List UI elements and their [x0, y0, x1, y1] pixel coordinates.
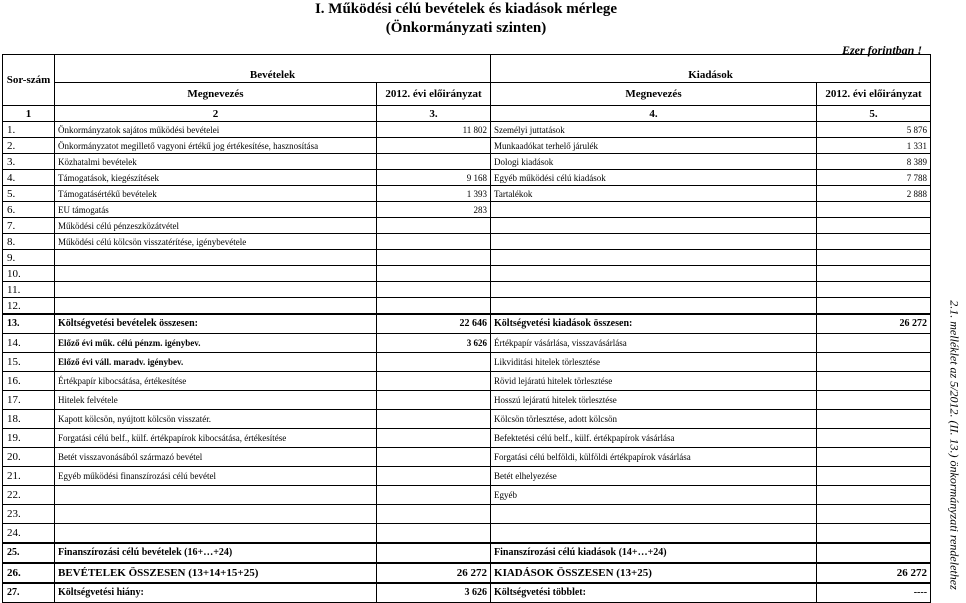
income-name: [55, 266, 377, 282]
income-name: Működési célú kölcsön visszatérítése, igénybevétele: [55, 234, 377, 250]
income-value: [377, 410, 491, 429]
expense-value: 7 788: [817, 170, 931, 186]
row-number: 27.: [3, 583, 55, 603]
expense-value: [817, 505, 931, 524]
income-name: Betét visszavonásából származó bevétel: [55, 448, 377, 467]
row-number: 17.: [3, 391, 55, 410]
table-row: [3, 543, 931, 563]
header-megnevezes-kia: Megnevezés: [491, 83, 817, 106]
expense-name: Befektetési célú belf., külf. értékpapírok vásárlása: [491, 429, 817, 448]
table-row: [3, 505, 931, 524]
row-number: 26.: [3, 563, 55, 583]
table-row: [3, 334, 931, 353]
expense-name: [491, 250, 817, 266]
table-row: [3, 186, 931, 202]
expense-name: Személyi juttatások: [491, 122, 817, 138]
table-row: [3, 524, 931, 544]
income-name: Előző évi műk. célú pénzm. igénybev.: [55, 334, 377, 353]
income-name: [55, 298, 377, 315]
row-number: 25.: [3, 543, 55, 563]
income-value: [377, 138, 491, 154]
income-value: 3 626: [377, 334, 491, 353]
colnum-4: 4.: [491, 106, 817, 122]
income-value: 11 802: [377, 122, 491, 138]
row-number: 11.: [3, 282, 55, 298]
row-number: 24.: [3, 524, 55, 544]
table-row: [3, 250, 931, 266]
unit-note: Ezer forintban !: [841, 43, 922, 57]
row-number: 8.: [3, 234, 55, 250]
income-value: [377, 154, 491, 170]
row-number: 18.: [3, 410, 55, 429]
expense-name: Forgatási célú belföldi, külföldi értékpapírok vásárlása: [491, 448, 817, 467]
row-number: 22.: [3, 486, 55, 505]
header-bevetelek: Bevételek: [55, 55, 491, 83]
expense-name: Dologi kiadások: [491, 154, 817, 170]
income-name: Kapott kölcsön, nyújtott kölcsön visszatér.: [55, 410, 377, 429]
table-row: [3, 138, 931, 154]
expense-name: [491, 234, 817, 250]
income-value: [377, 543, 491, 563]
income-value: 9 168: [377, 170, 491, 186]
income-value: [377, 282, 491, 298]
income-value: [377, 467, 491, 486]
table-row: [3, 583, 931, 603]
income-name: Önkormányzatok sajátos működési bevételei: [55, 122, 377, 138]
expense-name: Likviditási hitelek törlesztése: [491, 353, 817, 372]
table-row: [3, 429, 931, 448]
income-name: [55, 486, 377, 505]
expense-value: [817, 543, 931, 563]
expense-name: Egyéb működési célú kiadások: [491, 170, 817, 186]
row-number: 20.: [3, 448, 55, 467]
table-row: [3, 298, 931, 315]
table-row: [3, 154, 931, 170]
expense-name: Értékpapír vásárlása, visszavásárlása: [491, 334, 817, 353]
title-line-2: (Önkormányzati szinten): [385, 20, 547, 36]
expense-value: [817, 334, 931, 353]
income-name: BEVÉTELEK ÖSSZESEN (13+14+15+25): [55, 563, 377, 583]
expense-value: [817, 202, 931, 218]
expense-value: [817, 429, 931, 448]
table-row: [3, 372, 931, 391]
row-number: 19.: [3, 429, 55, 448]
income-name: Előző évi váll. maradv. igénybev.: [55, 353, 377, 372]
income-name: Önkormányzatot megillető vagyoni értékű jog értékesítése, hasznosítása: [55, 138, 377, 154]
expense-value: 8 389: [817, 154, 931, 170]
expense-name: [491, 282, 817, 298]
row-number: 15.: [3, 353, 55, 372]
income-name: [55, 505, 377, 524]
expense-value: [817, 353, 931, 372]
header-kiadasok: Kiadások: [491, 55, 931, 83]
income-name: Támogatásértékű bevételek: [55, 186, 377, 202]
income-name: [55, 250, 377, 266]
income-name: Hitelek felvétele: [55, 391, 377, 410]
header-megnevezes-bev: Megnevezés: [55, 83, 377, 106]
income-value: [377, 266, 491, 282]
expense-name: [491, 524, 817, 544]
expense-value: 26 272: [817, 314, 931, 334]
expense-value: [817, 372, 931, 391]
expense-name: Munkaadókat terhelő járulék: [491, 138, 817, 154]
expense-value: [817, 282, 931, 298]
row-number: 21.: [3, 467, 55, 486]
expense-value: [817, 524, 931, 544]
income-value: 22 646: [377, 314, 491, 334]
table-row: [3, 410, 931, 429]
income-name: Értékpapír kibocsátása, értékesítése: [55, 372, 377, 391]
expense-value: [817, 298, 931, 315]
income-name: Forgatási célú belf., külf. értékpapírok kibocsátása, értékesítése: [55, 429, 377, 448]
expense-value: [817, 467, 931, 486]
table-row: [3, 448, 931, 467]
table-row: [3, 218, 931, 234]
table-row: [3, 467, 931, 486]
table-row: [3, 314, 931, 334]
expense-value: [817, 448, 931, 467]
header-eloiranyzat-kia: 2012. évi előirányzat: [817, 83, 931, 106]
row-number: 7.: [3, 218, 55, 234]
side-note-text: 2.1. melléklet az 5/2012. (II. 13.) önkormányzati rendelethez: [947, 300, 962, 590]
row-number: 3.: [3, 154, 55, 170]
income-value: [377, 372, 491, 391]
expense-name: Betét elhelyezése: [491, 467, 817, 486]
title-line-1: I. Működési célú bevételek és kiadások mérlege: [314, 1, 618, 17]
expense-name: Hosszú lejáratú hitelek törlesztése: [491, 391, 817, 410]
header-sorszam: Sor-szám: [3, 55, 55, 106]
table-row: [3, 486, 931, 505]
expense-name: Költségvetési kiadások összesen:: [491, 314, 817, 334]
expense-value: 5 876: [817, 122, 931, 138]
expense-name: [491, 266, 817, 282]
expense-name: Egyéb: [491, 486, 817, 505]
table-row: [3, 122, 931, 138]
income-value: [377, 250, 491, 266]
expense-value: [817, 250, 931, 266]
expense-name: Kölcsön törlesztése, adott kölcsön: [491, 410, 817, 429]
row-number: 5.: [3, 186, 55, 202]
row-number: 14.: [3, 334, 55, 353]
side-note: [942, 290, 966, 600]
income-value: 1 393: [377, 186, 491, 202]
expense-name: KIADÁSOK ÖSSZESEN (13+25): [491, 563, 817, 583]
expense-name: [491, 218, 817, 234]
expense-value: 1 331: [817, 138, 931, 154]
table-row: [3, 353, 931, 372]
table-row: [3, 266, 931, 282]
income-name: Támogatások, kiegészítések: [55, 170, 377, 186]
table-row: [3, 170, 931, 186]
row-number: 4.: [3, 170, 55, 186]
colnum-1: 1: [3, 106, 55, 122]
expense-value: [817, 486, 931, 505]
table-row: [3, 282, 931, 298]
expense-name: Tartalékok: [491, 186, 817, 202]
balance-table: [2, 54, 931, 603]
table-row: [3, 563, 931, 583]
income-value: [377, 353, 491, 372]
row-number: 1.: [3, 122, 55, 138]
income-value: 283: [377, 202, 491, 218]
header-eloiranyzat-bev: 2012. évi előirányzat: [377, 83, 491, 106]
income-name: Egyéb működési finanszírozási célú bevétel: [55, 467, 377, 486]
row-number: 13.: [3, 314, 55, 334]
income-name: Működési célú pénzeszközátvétel: [55, 218, 377, 234]
expense-value: 26 272: [817, 563, 931, 583]
income-value: [377, 391, 491, 410]
row-number: 2.: [3, 138, 55, 154]
row-number: 10.: [3, 266, 55, 282]
expense-value: [817, 234, 931, 250]
expense-value: [817, 391, 931, 410]
colnum-5: 5.: [817, 106, 931, 122]
expense-name: Rövid lejáratú hitelek törlesztése: [491, 372, 817, 391]
income-value: [377, 524, 491, 544]
income-name: Költségvetési hiány:: [55, 583, 377, 603]
row-number: 23.: [3, 505, 55, 524]
expense-value: ----: [817, 583, 931, 603]
expense-name: [491, 298, 817, 315]
income-name: Finanszírozási célú bevételek (16+…+24): [55, 543, 377, 563]
expense-value: [817, 410, 931, 429]
income-value: [377, 298, 491, 315]
expense-name: Költségvetési többlet:: [491, 583, 817, 603]
income-value: [377, 218, 491, 234]
row-number: 6.: [3, 202, 55, 218]
income-name: Költségvetési bevételek összesen:: [55, 314, 377, 334]
colnum-3: 3.: [377, 106, 491, 122]
table-row: [3, 391, 931, 410]
income-name: [55, 282, 377, 298]
income-value: [377, 486, 491, 505]
income-name: Közhatalmi bevételek: [55, 154, 377, 170]
row-number: 9.: [3, 250, 55, 266]
expense-value: [817, 266, 931, 282]
income-value: [377, 234, 491, 250]
income-value: 26 272: [377, 563, 491, 583]
income-value: [377, 448, 491, 467]
expense-value: 2 888: [817, 186, 931, 202]
row-number: 12.: [3, 298, 55, 315]
income-value: [377, 505, 491, 524]
expense-name: [491, 505, 817, 524]
income-name: [55, 524, 377, 544]
table-row: [3, 202, 931, 218]
row-number: 16.: [3, 372, 55, 391]
expense-name: [491, 202, 817, 218]
income-name: EU támogatás: [55, 202, 377, 218]
table-row: [3, 234, 931, 250]
income-value: 3 626: [377, 583, 491, 603]
expense-name: Finanszírozási célú kiadások (14+…+24): [491, 543, 817, 563]
income-value: [377, 429, 491, 448]
colnum-2: 2: [55, 106, 377, 122]
expense-value: [817, 218, 931, 234]
